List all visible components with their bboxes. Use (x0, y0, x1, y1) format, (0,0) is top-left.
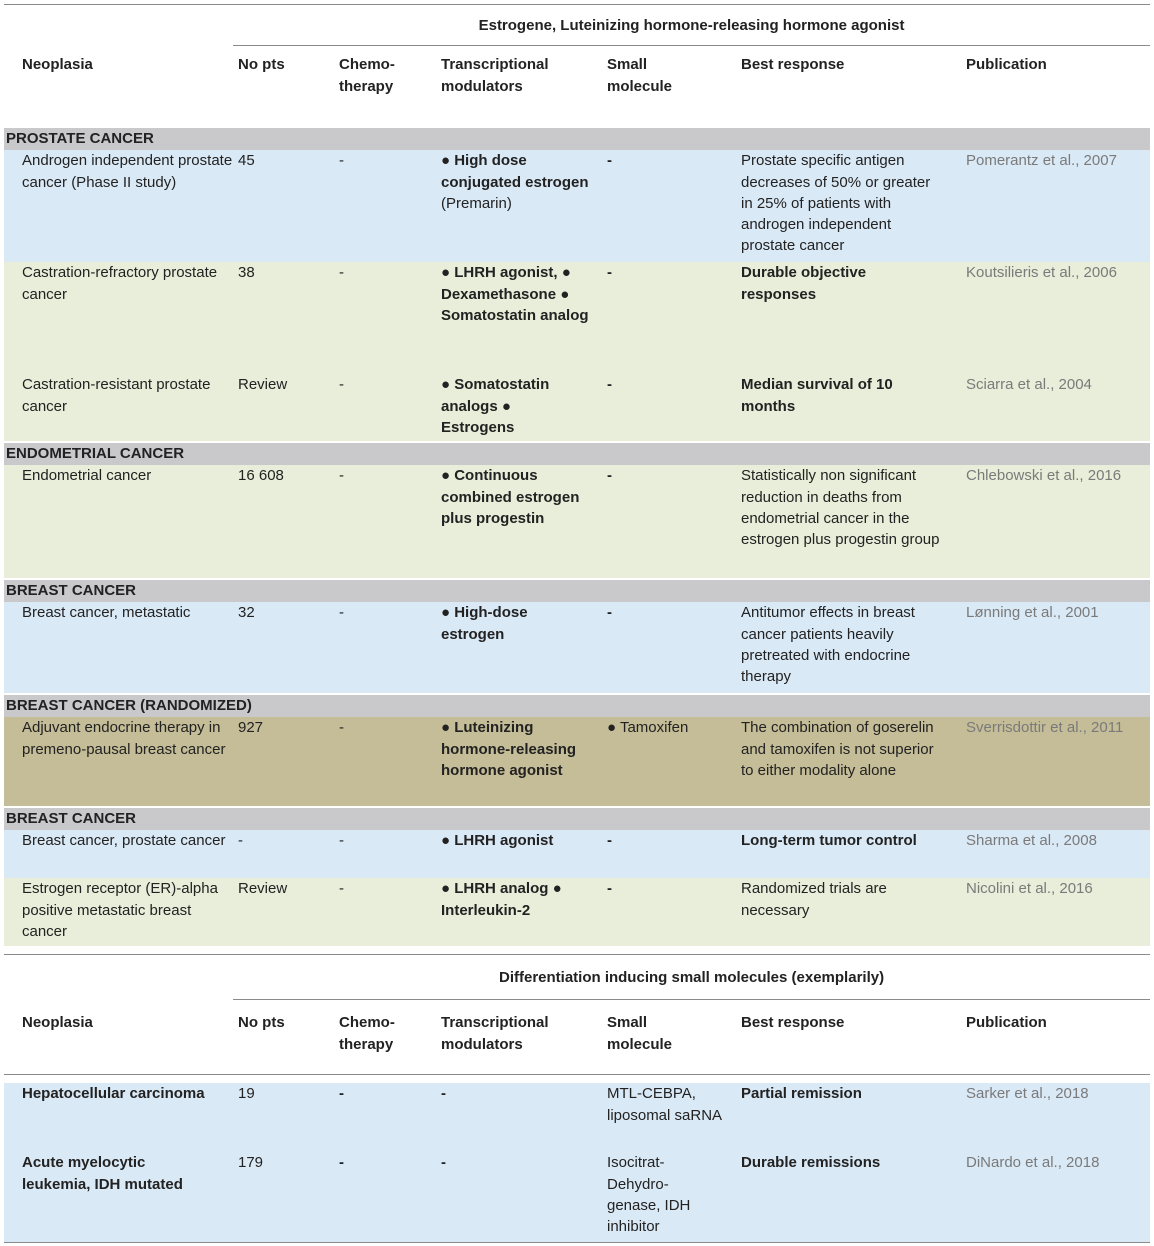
cell-best-response: Prostate specific antigen decreases of 50% or greater in 25% of patients with androgen independent prostate cancer (736, 150, 948, 262)
cell-no-pts: Review (233, 374, 334, 442)
col-header-chemo-line2: therapy (339, 1035, 394, 1053)
cell-small-molecule: - (602, 602, 736, 694)
col-header-chemo-line1: Chemo- (339, 56, 395, 74)
table-row (4, 262, 1150, 374)
section-row-breast-2 (4, 807, 1150, 830)
col-header-small-line1: Small (607, 56, 648, 74)
col-header-transcr-line1: Transcriptional (441, 1014, 549, 1032)
cell-no-pts: 927 (233, 717, 334, 807)
cell-no-pts: - (233, 830, 334, 878)
cell-chemo: - (334, 374, 436, 442)
cell-no-pts: 45 (233, 150, 334, 262)
col-header-small-molecule (602, 46, 736, 122)
cell-no-pts: 19 (233, 1083, 334, 1152)
table-supertitle-row (4, 5, 1150, 47)
cell-small-molecule: - (602, 830, 736, 878)
cell-publication: Sverrisdottir et al., 2011 (948, 717, 1150, 807)
cell-best-response: Long-term tumor control (736, 830, 948, 878)
cell-publication: Pomerantz et al., 2007 (948, 150, 1150, 262)
col-header-chemo-line1: Chemo- (339, 1014, 395, 1032)
col-header-best-response: Best response (736, 46, 948, 122)
cell-chemo: - (334, 1083, 436, 1152)
section-row-breast (4, 579, 1150, 602)
cell-transcriptional: ● High-dose estrogen (436, 602, 602, 694)
cell-transcriptional (436, 150, 602, 262)
cell-no-pts: 38 (233, 262, 334, 374)
section-title: BREAST CANCER (4, 807, 1150, 830)
table-row (4, 602, 1150, 694)
cell-chemo: - (334, 878, 436, 946)
cell-neoplasia: Breast cancer, metastatic (4, 602, 233, 694)
cell-neoplasia: Castration-resistant prostate cancer (4, 374, 233, 442)
col-header-transcr-line1: Transcriptional (441, 56, 549, 74)
small-molecule-table (4, 954, 1150, 1243)
cell-transcriptional: ● Somatostatin analogs ● Estrogens (436, 374, 602, 442)
col-header-transcriptional (436, 1000, 602, 1075)
column-header-row (4, 1000, 1150, 1075)
cell-publication: Sarker et al., 2018 (948, 1083, 1150, 1152)
col-header-chemo-line2: therapy (339, 77, 394, 95)
table-supertitle: Estrogene, Luteinizing hormone-releasing hormone agonist (233, 5, 1150, 46)
cell-publication: Sharma et al., 2008 (948, 830, 1150, 878)
table-row (4, 150, 1150, 262)
spacer-row (4, 1075, 1150, 1084)
table-supertitle-row (4, 955, 1150, 1001)
cell-chemo: - (334, 465, 436, 579)
table-supertitle: Differentiation inducing small molecules (exemplarily) (233, 955, 1150, 1000)
table-row (4, 830, 1150, 878)
cell-best-response: Median survival of 10 months (736, 374, 948, 442)
cell-small-molecule: ● Tamoxifen (602, 717, 736, 807)
cell-neoplasia: Castration-refractory prostate cancer (4, 262, 233, 374)
section-row-breast-randomized (4, 694, 1150, 717)
col-header-best-response: Best response (736, 1000, 948, 1075)
hormone-table (4, 4, 1150, 946)
cell-transcriptional: ● LHRH agonist (436, 830, 602, 878)
cell-neoplasia: Hepatocellular carcinoma (4, 1083, 233, 1152)
cell-best-response: Antitumor effects in breast cancer patients heavily pretreated with endocrine therapy (736, 602, 948, 694)
cell-chemo: - (334, 602, 436, 694)
col-header-no-pts: No pts (233, 1000, 334, 1075)
col-header-small-line1: Small (607, 1014, 648, 1032)
cell-transcriptional: - (436, 1083, 602, 1152)
cell-chemo: - (334, 830, 436, 878)
column-header-row (4, 46, 1150, 122)
table-row (4, 1083, 1150, 1152)
cell-best-response: Statistically non significant reduction in deaths from endometrial cancer in the estrogen plus progestin group (736, 465, 948, 579)
section-title: BREAST CANCER (4, 579, 1150, 602)
cell-neoplasia: Endometrial cancer (4, 465, 233, 579)
col-header-chemotherapy (334, 1000, 436, 1075)
table-row (4, 878, 1150, 946)
cell-small-molecule: - (602, 374, 736, 442)
cell-small-molecule: - (602, 878, 736, 946)
table-row (4, 465, 1150, 579)
col-header-small-line2: molecule (607, 77, 673, 95)
cell-neoplasia: Breast cancer, prostate cancer (4, 830, 233, 878)
cell-small-molecule: Isocitrat-Dehydro-genase, IDH inhibitor (602, 1152, 736, 1242)
cell-small-molecule: MTL-CEBPA, liposomal saRNA (602, 1083, 736, 1152)
col-header-transcr-line2: modulators (441, 1035, 523, 1053)
cell-best-response: The combination of goserelin and tamoxifen is not superior to either modality alone (736, 717, 948, 807)
cell-neoplasia: Acute myelocytic leukemia, IDH mutated (4, 1152, 233, 1242)
cell-publication: Lønning et al., 2001 (948, 602, 1150, 694)
cell-best-response: Randomized trials are necessary (736, 878, 948, 946)
cell-best-response: Partial remission (736, 1083, 948, 1152)
section-title: ENDOMETRIAL CANCER (4, 442, 1150, 465)
cell-no-pts: Review (233, 878, 334, 946)
cell-transcr-bold: ● High dose conjugated estrogen (441, 152, 589, 191)
col-header-publication: Publication (948, 46, 1150, 122)
table-row (4, 717, 1150, 807)
cell-publication: Chlebowski et al., 2016 (948, 465, 1150, 579)
cell-chemo: - (334, 150, 436, 262)
cell-publication: Koutsilieris et al., 2006 (948, 262, 1150, 374)
cell-best-response: Durable objective responses (736, 262, 948, 374)
cell-small-molecule: - (602, 262, 736, 374)
cell-transcriptional: ● LHRH analog ● Interleukin-2 (436, 878, 602, 946)
cell-chemo: - (334, 717, 436, 807)
cell-transcr-plain: (Premarin) (441, 194, 512, 212)
col-header-small-line2: molecule (607, 1035, 673, 1053)
cell-small-molecule: - (602, 465, 736, 579)
cell-neoplasia: Androgen independent prostate cancer (Phase II study) (4, 150, 233, 262)
cell-no-pts: 179 (233, 1152, 334, 1242)
section-row-endometrial (4, 442, 1150, 465)
section-title: PROSTATE CANCER (4, 122, 1150, 150)
cell-transcriptional: ● Luteinizing hormone-releasing hormone agonist (436, 717, 602, 807)
col-header-publication: Publication (948, 1000, 1150, 1075)
cell-chemo: - (334, 262, 436, 374)
cell-neoplasia: Estrogen receptor (ER)-alpha positive metastatic breast cancer (4, 878, 233, 946)
col-header-chemotherapy (334, 46, 436, 122)
col-header-transcriptional (436, 46, 602, 122)
cell-publication: Nicolini et al., 2016 (948, 878, 1150, 946)
cell-small-molecule: - (602, 150, 736, 262)
section-title: BREAST CANCER (RANDOMIZED) (4, 694, 1150, 717)
col-header-transcr-line2: modulators (441, 77, 523, 95)
table-row (4, 1152, 1150, 1242)
table-row (4, 374, 1150, 442)
cell-chemo: - (334, 1152, 436, 1242)
col-header-no-pts: No pts (233, 46, 334, 122)
cell-no-pts: 16 608 (233, 465, 334, 579)
cell-best-response: Durable remissions (736, 1152, 948, 1242)
cell-no-pts: 32 (233, 602, 334, 694)
cell-publication: Sciarra et al., 2004 (948, 374, 1150, 442)
cell-transcriptional: - (436, 1152, 602, 1242)
cell-transcriptional: ● LHRH agonist, ● Dexamethasone ● Somatostatin analog (436, 262, 602, 374)
col-header-neoplasia: Neoplasia (4, 1000, 233, 1075)
col-header-small-molecule (602, 1000, 736, 1075)
section-row-prostate (4, 122, 1150, 150)
cell-transcriptional: ● Continuous combined estrogen plus progestin (436, 465, 602, 579)
col-header-neoplasia: Neoplasia (4, 46, 233, 122)
cell-neoplasia: Adjuvant endocrine therapy in premeno-pausal breast cancer (4, 717, 233, 807)
cell-publication: DiNardo et al., 2018 (948, 1152, 1150, 1242)
